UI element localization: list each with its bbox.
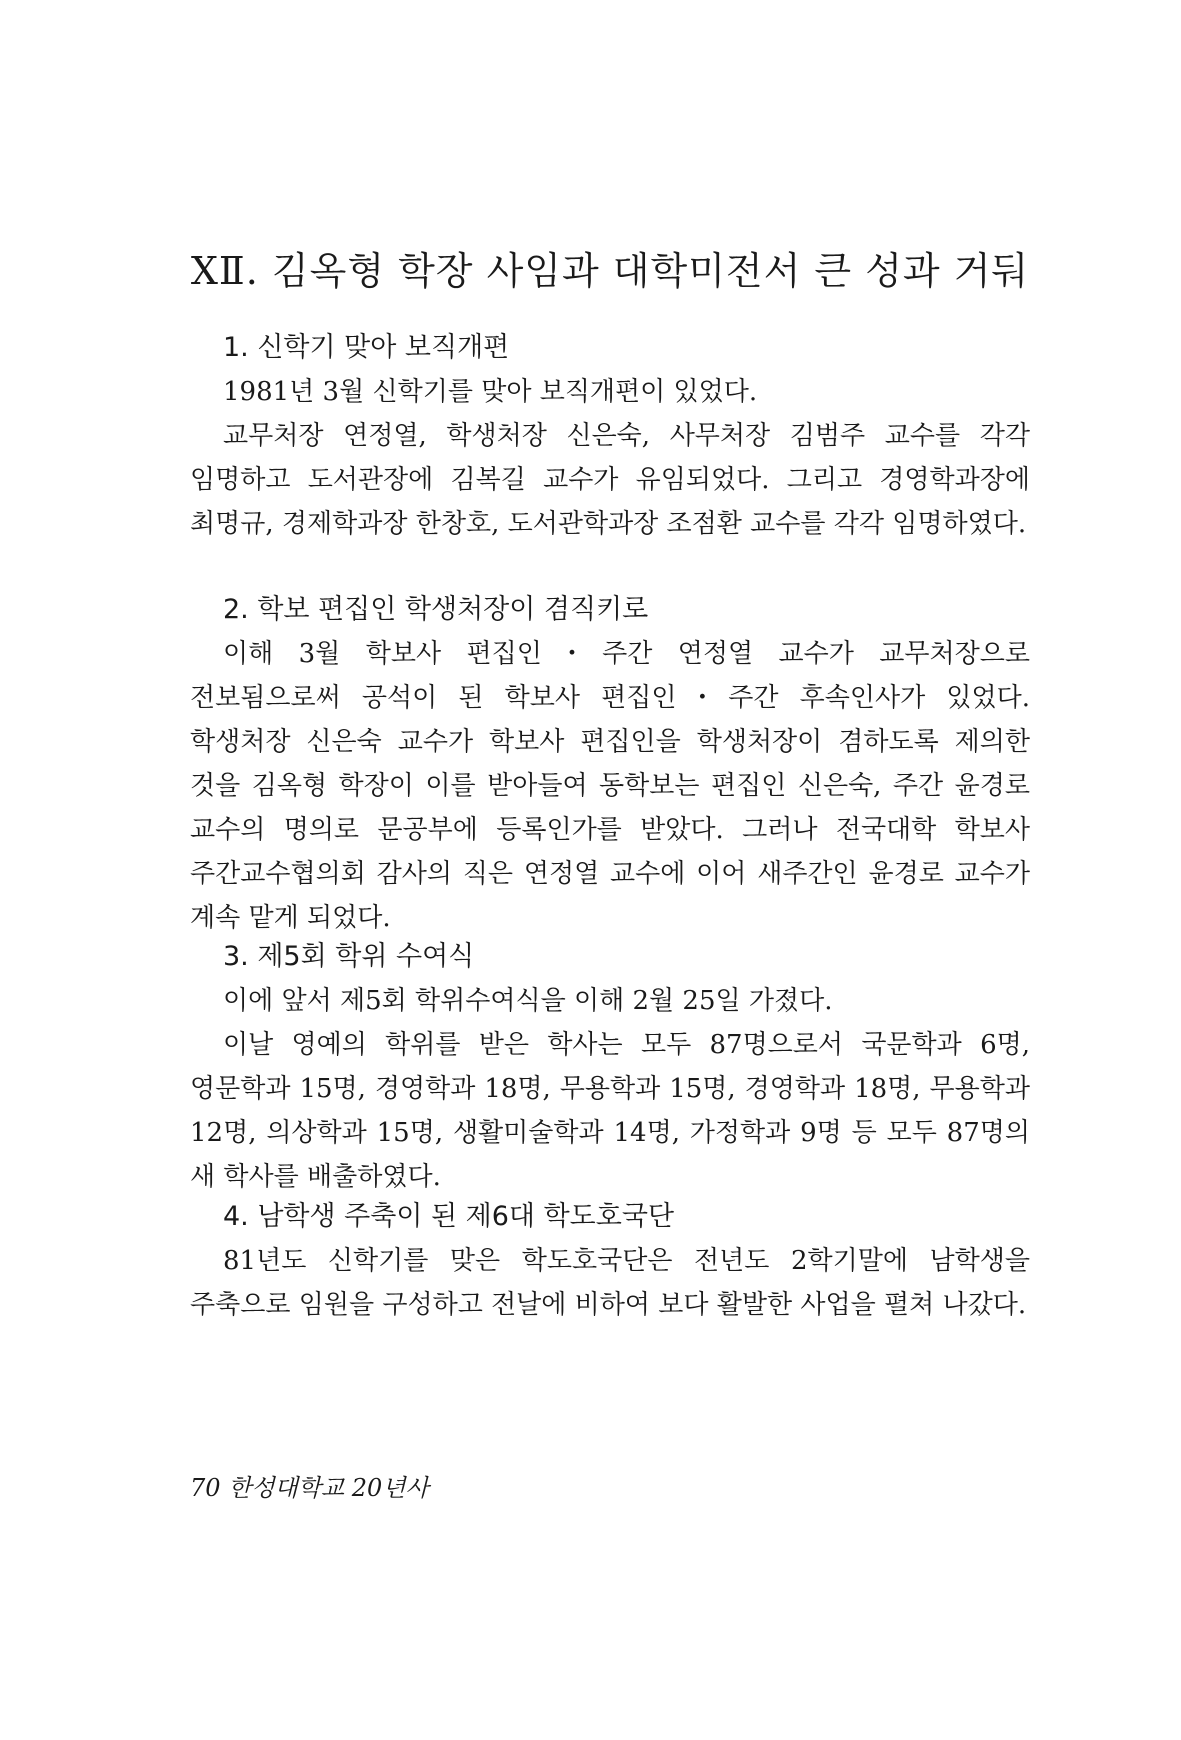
section-1 [190,326,1030,546]
section-heading: 3. 제5회 학위 수여식 [223,941,475,972]
chapter-title: XⅡ. 김옥형 학장 사임과 대학미전서 큰 성과 거둬 [190,249,1030,293]
paragraph: 1981년 3월 신학기를 맞아 보직개편이 있었다. [223,377,758,407]
paragraph: 81년도 신학기를 맞은 학도호국단은 전년도 2학기말에 남학생을 주축으로 임원을 구성하고 전날에 비하여 보다 활발한 사업을 펼쳐 나갔다. [190,1246,1030,1320]
section-4 [190,1195,1030,1327]
paragraph: 교무처장 연정열, 학생처장 신은숙, 사무처장 김범주 교수를 각각 임명하고 도서관장에 김복길 교수가 유임되었다. 그리고 경영학과장에 최명규, 경제학과장 한창호, 도서관학과장 조점환 교수를 각각 임명하였다. [190,421,1030,539]
paragraph: 이에 앞서 제5회 학위수여식을 이해 2월 25일 가졌다. [223,986,833,1016]
section-3 [190,935,1030,1199]
section-2 [190,588,1030,940]
paragraph: 이해 3월 학보사 편집인・주간 연정열 교수가 교무처장으로 전보됨으로써 공석이 된 학보사 편집인・주간 후속인사가 있었다. 학생처장 신은숙 교수가 학보사 편집인을 학생처장이 겸하도록 제의한 것을 김옥형 학장이 이를 받아들여 동학보는 편집인 신은숙, 주간 윤경로 교수의 명의로 문공부에 등록인가를 받았다. 그러나 전국대학 학보사 주간교수협의회 감사의 직은 연정열 교수에 이어 새주간인 윤경로 교수가 계속 맡게 되었다. [190,639,1030,933]
page-footer: 70 한성대학교 20년사 [190,1474,429,1502]
section-heading: 1. 신학기 맞아 보직개편 [223,332,510,363]
section-heading: 2. 학보 편집인 학생처장이 겸직키로 [223,594,649,625]
section-heading: 4. 남학생 주축이 된 제6대 학도호국단 [223,1201,674,1232]
paragraph: 이날 영예의 학위를 받은 학사는 모두 87명으로서 국문학과 6명, 영문학과 15명, 경영학과 18명, 무용학과 15명, 경영학과 18명, 무용학과 12명, 의상학과 15명, 생활미술학과 14명, 가정학과 9명 등 모두 87명의 새 학사를 배출하였다. [190,1030,1030,1192]
